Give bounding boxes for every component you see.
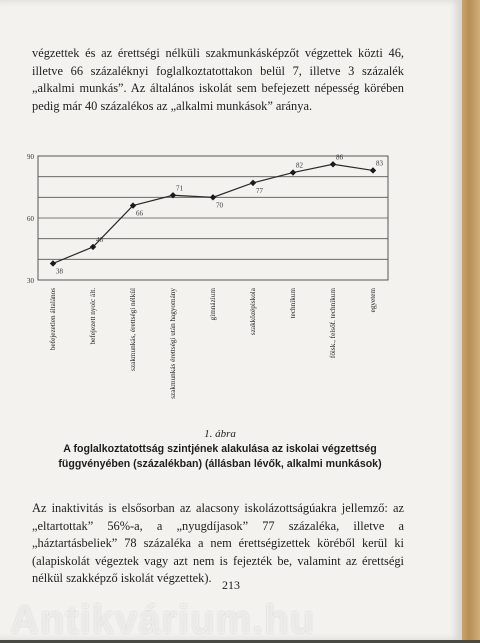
figure-caption: A foglalkoztatottság szintjének alakulása az iskolai végzettség függvényében (százalékban) (állásban lévők, alkalmi munkások) (58, 443, 382, 470)
data-point-marker (210, 194, 216, 200)
category-label: befejezetlen általános (49, 288, 57, 351)
line-chart (0, 140, 462, 470)
watermark-logo: Antikvárium.hu (10, 598, 316, 642)
data-label: 38 (56, 267, 63, 276)
data-point-marker (330, 161, 336, 167)
category-label: technikum (289, 288, 297, 319)
data-point-marker (290, 169, 296, 175)
data-label: 86 (336, 153, 343, 162)
book-edge (462, 0, 480, 640)
page-number: 213 (222, 578, 240, 592)
data-label: 82 (296, 161, 303, 170)
data-label: 77 (256, 186, 263, 195)
data-point-marker (250, 180, 256, 186)
series-line (53, 161, 373, 263)
category-label: egyetem (369, 288, 377, 313)
data-label: 70 (216, 201, 223, 210)
body-paragraph-2: Az inaktivitás is elsősorban az alacsony iskolázottságúakra jellemző: az „eltartottak” 56%-a, a „nyugdíjasok” 77 százaléka, illetve a „háztartásbeliek” 78 százaléka a nem érettségizettek köréből kerül ki (alapiskolát végeztek vagy azt nem is fejezték be, valamint az érettségi nélkül szakképző iskolát végzettek). (32, 501, 404, 585)
category-label: gimnázium (209, 288, 217, 321)
data-label: 71 (176, 184, 183, 193)
figure-number: 1. ábra (204, 428, 236, 440)
body-paragraph-1: végzettek és az érettségi nélküli szakmunkásképzőt végzettek közti 46, illetve 66 százaléknyi foglalkoztatottakon belül 7, illetve 3 százalék „alkalmi munkás”. Az általános iskolát sem befejezett népesség körében pedig már 40 százalékos az „alkalmi munkások” aránya. (32, 46, 404, 113)
category-label: szakmunkás, érettségi nélkül (129, 288, 137, 371)
data-point-marker (370, 167, 376, 173)
category-label: szakközépiskola (249, 288, 257, 336)
category-label: befejezett nyolc ált. (89, 288, 97, 345)
data-point-marker (50, 260, 56, 266)
chart-svg (0, 140, 462, 430)
category-label: szakmunkás érettségi után hagyomány (169, 288, 177, 399)
y-tick-label: 90 (27, 153, 34, 161)
y-tick-label: 30 (27, 277, 34, 285)
category-label: főisk., felsőf. technikum (329, 288, 337, 359)
y-tick-label: 60 (27, 215, 34, 223)
data-label: 46 (96, 235, 103, 244)
data-label: 83 (376, 159, 383, 168)
data-label: 66 (136, 209, 143, 218)
